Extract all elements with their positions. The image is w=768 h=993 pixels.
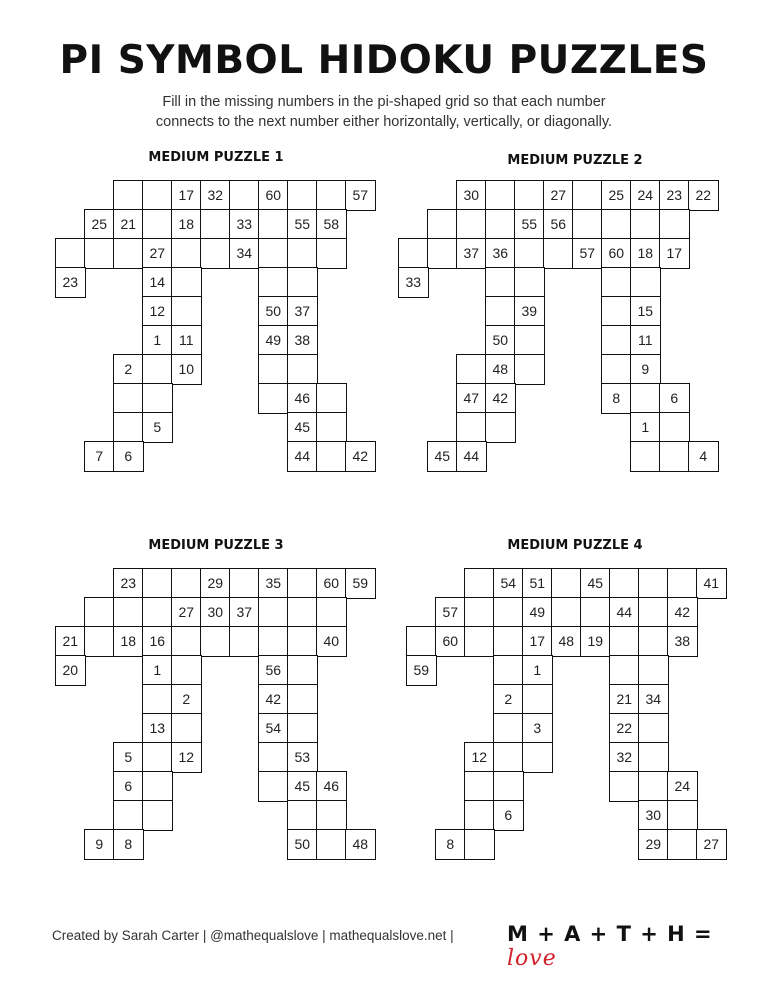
puzzle-cell[interactable] (485, 296, 516, 327)
puzzle-cell[interactable] (229, 180, 260, 211)
puzzle-cell[interactable]: 60 (601, 238, 632, 269)
puzzle-cell[interactable] (316, 180, 347, 211)
puzzle-cell[interactable] (287, 568, 318, 599)
puzzle-cell[interactable] (630, 441, 661, 472)
puzzle-cell[interactable]: 22 (609, 713, 640, 744)
puzzle-cell[interactable]: 12 (142, 296, 173, 327)
puzzle-cell[interactable]: 51 (522, 568, 553, 599)
puzzle-cell[interactable] (667, 800, 698, 831)
puzzle-cell[interactable] (493, 597, 524, 628)
puzzle-cell[interactable] (514, 180, 545, 211)
puzzle-cell[interactable] (316, 597, 347, 628)
puzzle-cell[interactable] (522, 742, 553, 773)
puzzle-cell[interactable]: 9 (630, 354, 661, 385)
puzzle-cell[interactable] (171, 713, 202, 744)
puzzle-3-title: MEDIUM PUZZLE 3 (148, 538, 284, 553)
puzzle-cell[interactable]: 25 (84, 209, 115, 240)
puzzle-cell[interactable]: 53 (287, 742, 318, 773)
puzzle-cell[interactable] (572, 209, 603, 240)
puzzle-cell[interactable]: 45 (427, 441, 458, 472)
puzzle-cell[interactable] (630, 209, 661, 240)
puzzle-cell[interactable] (638, 742, 669, 773)
puzzle-cell[interactable] (200, 626, 231, 657)
puzzle-cell[interactable] (287, 713, 318, 744)
puzzle-cell[interactable] (258, 354, 289, 385)
puzzle-cell[interactable]: 44 (456, 441, 487, 472)
puzzle-cell[interactable] (258, 267, 289, 298)
puzzle-cell[interactable]: 60 (316, 568, 347, 599)
puzzle-cell[interactable]: 21 (609, 684, 640, 715)
puzzle-cell[interactable] (287, 267, 318, 298)
puzzle-cell[interactable]: 59 (345, 568, 376, 599)
puzzle-cell[interactable] (514, 238, 545, 269)
puzzle-cell[interactable] (667, 568, 698, 599)
puzzle-cell[interactable] (493, 713, 524, 744)
puzzle-cell[interactable]: 17 (659, 238, 690, 269)
puzzle-cell[interactable]: 5 (113, 742, 144, 773)
puzzle-cell[interactable]: 46 (287, 383, 318, 414)
puzzle-cell[interactable] (142, 771, 173, 802)
puzzle-cell[interactable] (142, 568, 173, 599)
puzzle-cell[interactable]: 29 (638, 829, 669, 860)
puzzle-cell[interactable] (258, 771, 289, 802)
puzzle-cell[interactable] (229, 568, 260, 599)
puzzle-cell[interactable] (464, 829, 495, 860)
puzzle-cell[interactable]: 30 (638, 800, 669, 831)
puzzle-cell[interactable] (84, 238, 115, 269)
puzzle-cell[interactable] (113, 597, 144, 628)
puzzle-cell[interactable] (464, 597, 495, 628)
puzzle-cell[interactable]: 38 (667, 626, 698, 657)
puzzle-cell[interactable]: 48 (345, 829, 376, 860)
puzzle-cell[interactable]: 44 (609, 597, 640, 628)
puzzle-cell[interactable]: 57 (435, 597, 466, 628)
puzzle-cell[interactable]: 10 (171, 354, 202, 385)
puzzle-cell[interactable] (142, 180, 173, 211)
puzzle-cell[interactable]: 59 (406, 655, 437, 686)
puzzle-cell[interactable]: 32 (609, 742, 640, 773)
puzzle-cell[interactable]: 1 (142, 325, 173, 356)
puzzle-cell[interactable]: 41 (696, 568, 727, 599)
puzzle-cell[interactable]: 5 (142, 412, 173, 443)
instructions-line-2: connects to the next number either horizontally, vertically, or diagonally. (155, 114, 613, 130)
puzzle-cell[interactable] (464, 771, 495, 802)
puzzle-cell[interactable] (601, 325, 632, 356)
puzzle-cell[interactable] (142, 354, 173, 385)
puzzle-cell[interactable]: 34 (229, 238, 260, 269)
puzzle-cell[interactable] (514, 267, 545, 298)
puzzle-cell[interactable]: 60 (435, 626, 466, 657)
puzzle-cell[interactable]: 22 (688, 180, 719, 211)
puzzle-1-title: MEDIUM PUZZLE 1 (148, 150, 284, 165)
puzzle-cell[interactable]: 37 (287, 296, 318, 327)
puzzle-cell[interactable] (493, 626, 524, 657)
puzzle-cell[interactable] (316, 800, 347, 831)
puzzle-cell[interactable] (316, 383, 347, 414)
puzzle-cell[interactable] (638, 655, 669, 686)
puzzle-cell[interactable]: 33 (229, 209, 260, 240)
puzzle-cell[interactable]: 57 (572, 238, 603, 269)
puzzle-cell[interactable]: 35 (258, 568, 289, 599)
puzzle-cell[interactable]: 56 (543, 209, 574, 240)
puzzle-cell[interactable] (464, 800, 495, 831)
puzzle-cell[interactable]: 54 (493, 568, 524, 599)
puzzle-cell[interactable]: 32 (200, 180, 231, 211)
puzzle-cell[interactable]: 17 (522, 626, 553, 657)
puzzle-cell[interactable] (601, 267, 632, 298)
puzzle-cell[interactable]: 36 (485, 238, 516, 269)
puzzle-cell[interactable]: 27 (142, 238, 173, 269)
puzzle-cell[interactable]: 29 (200, 568, 231, 599)
puzzle-cell[interactable] (638, 597, 669, 628)
puzzle-cell[interactable]: 55 (514, 209, 545, 240)
puzzle-cell[interactable] (200, 209, 231, 240)
puzzle-cell[interactable] (113, 412, 144, 443)
puzzle-cell[interactable]: 27 (171, 597, 202, 628)
puzzle-cell[interactable]: 2 (171, 684, 202, 715)
puzzle-cell[interactable]: 11 (171, 325, 202, 356)
puzzle-cell[interactable]: 23 (55, 267, 86, 298)
puzzle-cell[interactable] (609, 771, 640, 802)
puzzle-cell[interactable] (171, 238, 202, 269)
puzzle-cell[interactable]: 18 (630, 238, 661, 269)
puzzle-cell[interactable]: 33 (398, 267, 429, 298)
puzzle-cell[interactable]: 56 (258, 655, 289, 686)
puzzle-cell[interactable] (316, 441, 347, 472)
puzzle-cell[interactable] (287, 800, 318, 831)
puzzle-cell[interactable] (142, 383, 173, 414)
puzzle-cell[interactable] (287, 238, 318, 269)
puzzle-2-grid (398, 180, 728, 480)
instructions (0, 92, 768, 132)
puzzle-cell[interactable] (398, 238, 429, 269)
puzzle-cell[interactable] (316, 829, 347, 860)
instructions-line-1: Fill in the missing numbers in the pi-shaped grid so that each number (162, 94, 606, 110)
puzzle-cell[interactable]: 19 (580, 626, 611, 657)
puzzle-cell[interactable]: 17 (171, 180, 202, 211)
puzzle-cell[interactable]: 6 (113, 771, 144, 802)
puzzle-cell[interactable]: 45 (287, 771, 318, 802)
puzzle-cell[interactable] (543, 238, 574, 269)
puzzle-cell[interactable] (580, 597, 611, 628)
puzzle-cell[interactable]: 24 (630, 180, 661, 211)
puzzle-cell[interactable]: 48 (551, 626, 582, 657)
puzzle-cell[interactable] (464, 626, 495, 657)
puzzle-cell[interactable]: 34 (638, 684, 669, 715)
puzzle-cell[interactable] (287, 626, 318, 657)
puzzle-cell[interactable] (485, 209, 516, 240)
puzzle-cell[interactable] (316, 412, 347, 443)
puzzle-cell[interactable]: 27 (543, 180, 574, 211)
puzzle-cell[interactable] (258, 626, 289, 657)
puzzle-cell[interactable]: 1 (630, 412, 661, 443)
puzzle-cell[interactable] (258, 238, 289, 269)
puzzle-cell[interactable]: 8 (113, 829, 144, 860)
logo-math: M + A + T + H = (507, 922, 713, 946)
puzzle-cell[interactable] (609, 568, 640, 599)
puzzle-cell[interactable] (514, 325, 545, 356)
puzzle-cell[interactable] (287, 597, 318, 628)
puzzle-cell[interactable]: 3 (522, 713, 553, 744)
puzzle-cell[interactable]: 6 (493, 800, 524, 831)
puzzle-cell[interactable] (113, 180, 144, 211)
puzzle-cell[interactable] (609, 626, 640, 657)
puzzle-cell[interactable]: 13 (142, 713, 173, 744)
puzzle-cell[interactable]: 21 (113, 209, 144, 240)
puzzle-cell[interactable] (630, 383, 661, 414)
puzzle-4-title: MEDIUM PUZZLE 4 (507, 538, 643, 553)
puzzle-cell[interactable] (287, 684, 318, 715)
puzzle-cell[interactable]: 8 (435, 829, 466, 860)
puzzle-cell[interactable] (84, 626, 115, 657)
puzzle-cell[interactable]: 2 (113, 354, 144, 385)
puzzle-cell[interactable] (601, 354, 632, 385)
math-equals-love-logo (507, 922, 768, 971)
puzzle-cell[interactable]: 38 (287, 325, 318, 356)
puzzle-cell[interactable] (142, 800, 173, 831)
puzzle-cell[interactable] (113, 383, 144, 414)
puzzle-cell[interactable]: 27 (696, 829, 727, 860)
puzzle-cell[interactable] (493, 742, 524, 773)
puzzle-cell[interactable]: 54 (258, 713, 289, 744)
puzzle-3-grid (55, 568, 385, 868)
puzzle-cell[interactable] (171, 267, 202, 298)
puzzle-1-grid (55, 180, 385, 480)
puzzle-cell[interactable] (171, 626, 202, 657)
puzzle-cell[interactable] (142, 597, 173, 628)
puzzle-cell[interactable] (258, 742, 289, 773)
puzzle-cell[interactable]: 12 (171, 742, 202, 773)
puzzle-cell[interactable]: 6 (659, 383, 690, 414)
puzzle-cell[interactable] (142, 742, 173, 773)
puzzle-cell[interactable]: 45 (580, 568, 611, 599)
puzzle-cell[interactable] (84, 597, 115, 628)
puzzle-cell[interactable]: 14 (142, 267, 173, 298)
puzzle-cell[interactable]: 23 (113, 568, 144, 599)
puzzle-cell[interactable] (464, 568, 495, 599)
puzzle-cell[interactable] (485, 412, 516, 443)
puzzle-cell[interactable] (659, 209, 690, 240)
puzzle-cell[interactable]: 58 (316, 209, 347, 240)
puzzle-cell[interactable]: 49 (258, 325, 289, 356)
puzzle-cell[interactable] (456, 354, 487, 385)
puzzle-cell[interactable]: 15 (630, 296, 661, 327)
puzzle-cell[interactable] (638, 568, 669, 599)
puzzle-cell[interactable] (316, 238, 347, 269)
puzzle-cell[interactable]: 30 (456, 180, 487, 211)
puzzle-cell[interactable] (258, 383, 289, 414)
puzzle-cell[interactable]: 1 (522, 655, 553, 686)
puzzle-cell[interactable] (113, 238, 144, 269)
puzzle-cell[interactable]: 37 (456, 238, 487, 269)
puzzle-cell[interactable]: 12 (464, 742, 495, 773)
logo-love: love (507, 946, 557, 971)
page-title: PI SYMBOL HIDOKU PUZZLES (59, 38, 709, 83)
puzzle-cell[interactable]: 39 (514, 296, 545, 327)
puzzle-cell[interactable]: 21 (55, 626, 86, 657)
puzzle-cell[interactable] (171, 296, 202, 327)
puzzle-cell[interactable]: 7 (84, 441, 115, 472)
puzzle-cell[interactable] (142, 209, 173, 240)
puzzle-cell[interactable] (258, 597, 289, 628)
puzzle-cell[interactable]: 46 (316, 771, 347, 802)
puzzle-cell[interactable] (229, 626, 260, 657)
puzzle-cell[interactable]: 2 (493, 684, 524, 715)
puzzle-cell[interactable] (406, 626, 437, 657)
puzzle-cell[interactable]: 49 (522, 597, 553, 628)
puzzle-cell[interactable] (638, 626, 669, 657)
puzzle-cell[interactable] (659, 412, 690, 443)
puzzle-cell[interactable]: 40 (316, 626, 347, 657)
puzzle-cell[interactable] (55, 238, 86, 269)
puzzle-cell[interactable]: 42 (258, 684, 289, 715)
puzzle-cell[interactable]: 50 (485, 325, 516, 356)
puzzle-cell[interactable] (485, 180, 516, 211)
puzzle-cell[interactable] (200, 238, 231, 269)
puzzle-cell[interactable]: 44 (287, 441, 318, 472)
puzzle-cell[interactable]: 55 (287, 209, 318, 240)
puzzle-cell[interactable]: 50 (258, 296, 289, 327)
puzzle-cell[interactable]: 47 (456, 383, 487, 414)
puzzle-cell[interactable]: 18 (113, 626, 144, 657)
puzzle-cell[interactable] (551, 597, 582, 628)
footer-credits: Created by Sarah Carter | @mathequalslove | mathequalslove.net | (52, 928, 454, 943)
puzzle-cell[interactable]: 9 (84, 829, 115, 860)
puzzle-cell[interactable] (493, 771, 524, 802)
puzzle-cell[interactable] (601, 209, 632, 240)
puzzle-cell[interactable]: 6 (113, 441, 144, 472)
puzzle-cell[interactable] (493, 655, 524, 686)
puzzle-cell[interactable]: 42 (485, 383, 516, 414)
puzzle-cell[interactable] (630, 267, 661, 298)
puzzle-cell[interactable]: 50 (287, 829, 318, 860)
puzzle-cell[interactable]: 23 (659, 180, 690, 211)
puzzle-cell[interactable]: 42 (345, 441, 376, 472)
puzzle-4-grid (406, 568, 736, 868)
puzzle-cell[interactable] (551, 568, 582, 599)
puzzle-cell[interactable]: 48 (485, 354, 516, 385)
puzzle-cell[interactable]: 45 (287, 412, 318, 443)
puzzle-cell[interactable] (609, 655, 640, 686)
puzzle-cell[interactable]: 57 (345, 180, 376, 211)
puzzle-cell[interactable] (456, 209, 487, 240)
puzzle-cell[interactable]: 18 (171, 209, 202, 240)
puzzle-cell[interactable] (287, 655, 318, 686)
puzzle-cell[interactable] (659, 441, 690, 472)
puzzle-cell[interactable] (514, 354, 545, 385)
puzzle-cell[interactable] (572, 180, 603, 211)
puzzle-cell[interactable] (638, 771, 669, 802)
puzzle-cell[interactable]: 16 (142, 626, 173, 657)
puzzle-cell[interactable]: 25 (601, 180, 632, 211)
puzzle-cell[interactable]: 8 (601, 383, 632, 414)
puzzle-cell[interactable]: 30 (200, 597, 231, 628)
puzzle-cell[interactable] (601, 296, 632, 327)
puzzle-cell[interactable] (171, 568, 202, 599)
puzzle-cell[interactable] (522, 684, 553, 715)
puzzle-cell[interactable]: 37 (229, 597, 260, 628)
puzzle-cell[interactable]: 42 (667, 597, 698, 628)
puzzle-cell[interactable]: 1 (142, 655, 173, 686)
puzzle-cell[interactable] (427, 238, 458, 269)
puzzle-cell[interactable]: 20 (55, 655, 86, 686)
puzzle-cell[interactable] (427, 209, 458, 240)
puzzle-cell[interactable]: 11 (630, 325, 661, 356)
puzzle-cell[interactable]: 24 (667, 771, 698, 802)
puzzle-cell[interactable] (258, 209, 289, 240)
puzzle-cell[interactable] (485, 267, 516, 298)
puzzle-cell[interactable] (171, 655, 202, 686)
puzzle-2-title: MEDIUM PUZZLE 2 (507, 153, 643, 168)
puzzle-cell[interactable] (287, 354, 318, 385)
puzzle-cell[interactable] (287, 180, 318, 211)
puzzle-cell[interactable]: 60 (258, 180, 289, 211)
puzzle-cell[interactable] (142, 684, 173, 715)
puzzle-cell[interactable] (667, 829, 698, 860)
puzzle-cell[interactable]: 4 (688, 441, 719, 472)
puzzle-cell[interactable] (113, 800, 144, 831)
puzzle-cell[interactable] (638, 713, 669, 744)
puzzle-cell[interactable] (456, 412, 487, 443)
